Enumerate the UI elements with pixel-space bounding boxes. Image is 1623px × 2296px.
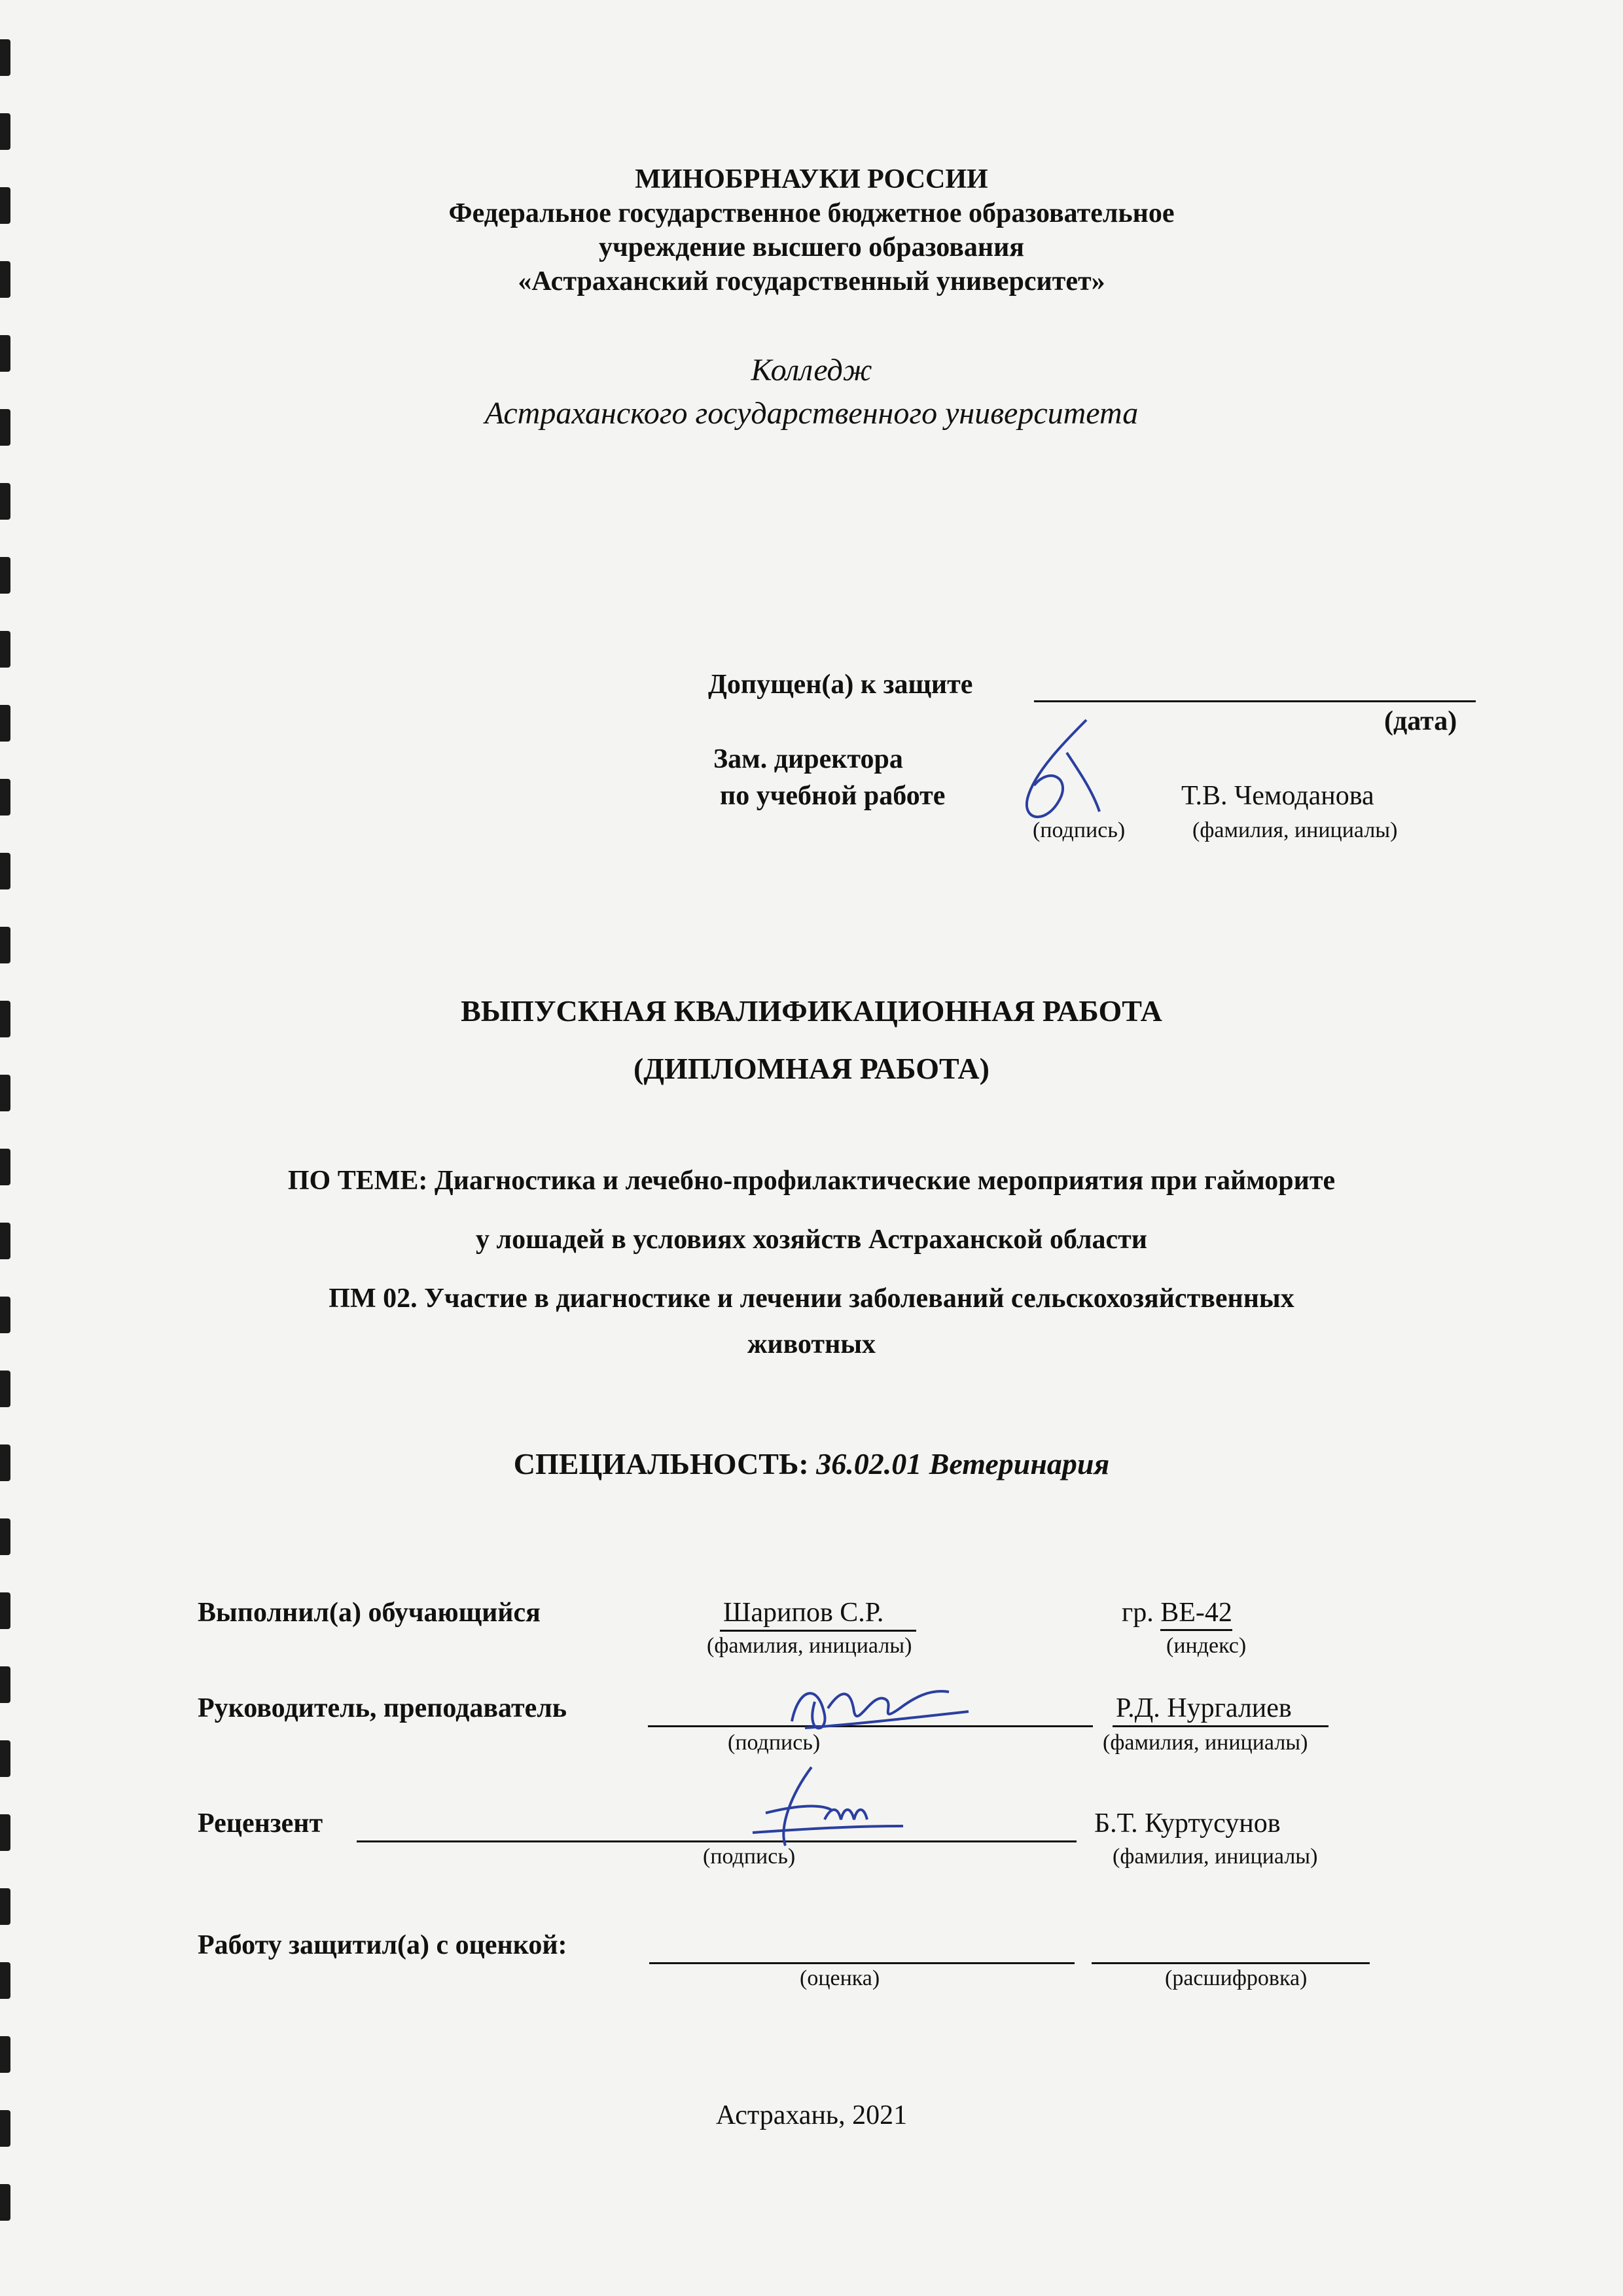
supervisor-name-caption: (фамилия, инициалы) (1103, 1731, 1308, 1755)
deputy-signature-caption: (подпись) (1033, 818, 1126, 842)
specialty (0, 1446, 1623, 1481)
city-year: Астрахань, 2021 (715, 2100, 908, 2130)
module-line-2: животных (747, 1329, 876, 1359)
binding-hole (0, 1518, 10, 1555)
binding-hole (0, 1740, 10, 1777)
binding-hole (0, 113, 10, 150)
deputy-director-label: Зам. директора (713, 744, 903, 774)
reviewer-name-caption: (фамилия, инициалы) (1113, 1844, 1318, 1869)
student-name-line (720, 1630, 916, 1632)
defense-label: Работу защитил(а) с оценкой: (198, 1930, 567, 1960)
binding-hole (0, 2036, 10, 2073)
reviewer-label: Рецензент (198, 1808, 323, 1839)
supervisor-label: Руководитель, преподаватель (198, 1693, 567, 1723)
supervisor-signature-caption: (подпись) (728, 1731, 821, 1755)
binding-hole (0, 705, 10, 742)
admission-date-line (1034, 700, 1476, 702)
institution-line-1: Федеральное государственное бюджетное образовательное (448, 198, 1175, 228)
student-group-value: ВЕ-42 (1160, 1598, 1232, 1631)
binding-hole (0, 483, 10, 520)
ministry-title: МИНОБРНАУКИ РОССИИ (635, 164, 988, 194)
institution-line-2: учреждение высшего образования (598, 232, 1025, 262)
academic-work-label: по учебной работе (720, 781, 946, 811)
deputy-name: Т.В. Чемоданова (1181, 781, 1374, 811)
binding-hole (0, 1814, 10, 1851)
student-group-label: гр. (1122, 1598, 1154, 1628)
student-name: Шарипов С.Р. (723, 1598, 884, 1628)
reviewer-name: Б.Т. Куртусунов (1094, 1808, 1281, 1839)
specialty-label: СПЕЦИАЛЬНОСТЬ: (513, 1447, 809, 1480)
reviewer-signature-caption: (подпись) (703, 1844, 796, 1869)
work-title: ВЫПУСКНАЯ КВАЛИФИКАЦИОННАЯ РАБОТА (461, 994, 1162, 1028)
student-group-caption: (индекс) (1166, 1634, 1247, 1658)
admission-date-caption: (дата) (1384, 706, 1457, 736)
reviewer-signature-line (357, 1840, 1077, 1842)
binding-hole (0, 1371, 10, 1407)
student-name-caption: (фамилия, инициалы) (707, 1634, 912, 1658)
topic-line-2: у лошадей в условиях хозяйств Астраханской области (476, 1225, 1147, 1255)
binding-hole (0, 779, 10, 816)
supervisor-name-line (1113, 1725, 1329, 1727)
admission-label: Допущен(а) к защите (708, 670, 973, 700)
work-subtitle: (ДИПЛОМНАЯ РАБОТА) (633, 1052, 990, 1085)
supervisor-name: Р.Д. Нургалиев (1116, 1693, 1292, 1723)
deputy-name-caption: (фамилия, инициалы) (1192, 818, 1398, 842)
reviewer-signature (740, 1754, 910, 1859)
defense-grade-line (649, 1962, 1075, 1964)
module-line-1: ПМ 02. Участие в диагностике и лечении заболеваний сельскохозяйственных (329, 1283, 1294, 1314)
binding-hole (0, 1962, 10, 1999)
student-label: Выполнил(а) обучающийся (198, 1598, 541, 1628)
binding-hole (0, 1592, 10, 1629)
binding-hole (0, 1666, 10, 1703)
binding-hole (0, 39, 10, 76)
defense-decode-line (1092, 1962, 1370, 1964)
binding-hole (0, 631, 10, 668)
college-line-1: Колледж (751, 353, 872, 387)
student-group (1122, 1597, 1232, 1628)
university-name: «Астраханский государственный университет» (518, 266, 1105, 296)
binding-hole (0, 1888, 10, 1925)
defense-decode-caption: (расшифровка) (1165, 1966, 1308, 1990)
defense-grade-caption: (оценка) (800, 1966, 880, 1990)
binding-hole (0, 557, 10, 594)
binding-hole (0, 853, 10, 889)
specialty-value: 36.02.01 Ветеринария (816, 1447, 1110, 1480)
binding-hole (0, 2184, 10, 2221)
college-line-2: Астраханского государственного университета (484, 396, 1139, 431)
binding-hole (0, 927, 10, 963)
topic-line-1: ПО ТЕМЕ: Диагностика и лечебно-профилактические мероприятия при гайморите (287, 1166, 1336, 1196)
